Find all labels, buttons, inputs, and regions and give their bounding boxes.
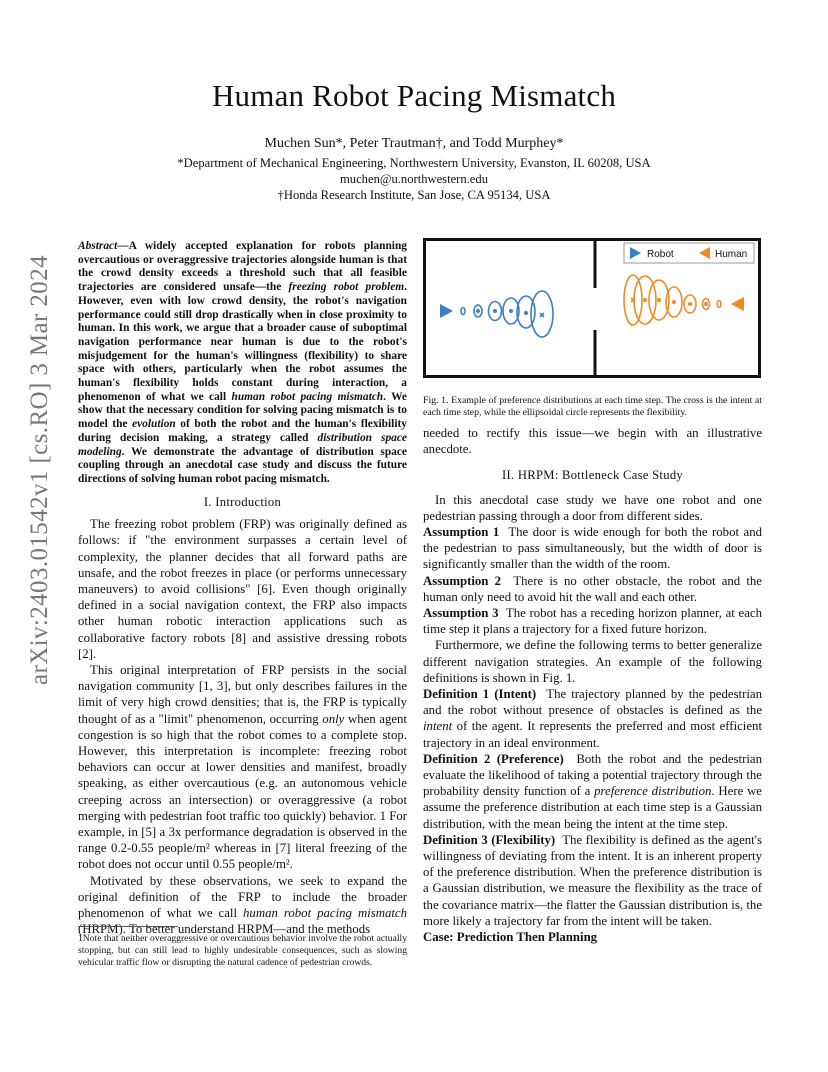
definitions-intro: Furthermore, we define the following terms to better generalize different navigation strategies. An example of the following definitions is shown in Fig. 1.: [423, 638, 762, 685]
assumption-label: Assumption 2: [423, 573, 501, 588]
definition-label: Definition 2 (Preference): [423, 751, 564, 766]
intro-continuation: needed to rectify this issue—we begin with an illustrative anecdote.: [423, 426, 762, 457]
definition-label: Definition 3 (Flexibility): [423, 832, 556, 847]
definition-emphasis: preference distribution: [594, 784, 712, 799]
definition-2: [423, 751, 762, 832]
abstract-text: —A widely accepted explanation for robots planning overcautious or overaggressive trajectories alongside human is that the crowd density exceeds a threshold such that all feasible trajectories are considered unsafe—the: [78, 240, 407, 294]
case-heading: [423, 929, 762, 945]
assumption-1: [423, 524, 762, 573]
intro-text: when agent congestion is so high that the robot comes to a complete stop. However, this interpretation is incomplete: freezing robot behaviors can occur at lower densities and manifest, broadly speaking, as either overcautious (e.g. an autonomous vehicle creeping across an intersection) or overaggressive (a robot merging with pedestrian foot traffic too quickly) behavior. 1 For example, in [5] a 3x performance degradation is observed in the range 0.2-0.55 people/m² whereas in [7] literal freezing of the robot does not occur until 0.55 people/m².: [78, 711, 407, 872]
human-intent: [658, 299, 660, 301]
human-intent: [673, 301, 675, 303]
case-study-intro: In this anecdotal case study we have one robot and one pedestrian passing through a door from different sides.: [423, 492, 762, 523]
assumption-label: Assumption 3: [423, 606, 499, 621]
affiliation-honda: †Honda Research Institute, San Jose, CA 95134, USA: [277, 188, 551, 202]
abstract-text: . However, even with low crowd density, the robot's navigation performance could still drop drastically when in close proximity to human. In this work, we argue that a broader cause of suboptimal navigation performance near human is due to the robot's misjudgement for the human's willingness (flexibility) to share space with others, particularly when the robot assumes the human's flexibility holds constant during interaction, a phenomenon of what we call: [78, 281, 407, 403]
intro-paragraph-1: The freezing robot problem (FRP) was originally defined as follows: if "the environment surpasses a certain level of complexity, the planner decides that all forward paths are unsafe, and the robot freezes in place (or performs unnecessary maneuvers) to avoid collisions" [6]. Even though originally defined in a social navigation context, the FRP also impacts other human robotic interaction applications such as collaborative factory robots [8] and assistive dressing robots [2].: [78, 517, 407, 661]
author-email: muchen@u.northwestern.edu: [340, 172, 488, 186]
robot-intent: [494, 310, 496, 312]
figure-caption: Fig. 1. Example of preference distributions at each time step. The cross is the intent at each time step, while the ellipsoidal circle represents the flexibility.: [423, 395, 762, 418]
case-label: Case: Prediction Then Planning: [423, 930, 598, 945]
abstract-text: . We demonstrate the advantage of distribution space coupling through an anecdotal case study and discuss the future directions of solving human robot pacing mismatch.: [78, 445, 407, 485]
definition-3: [423, 832, 762, 929]
robot-intent: [525, 312, 527, 314]
figure-1: [423, 238, 761, 378]
abstract-label: Abstract: [78, 240, 118, 252]
robot-intent: [477, 310, 479, 312]
definition-text: The trajectory planned by the pedestrian and the robot without presence of obstacles is defined as the: [423, 687, 762, 718]
arxiv-identifier: arXiv:2403.01542v1 [cs.RO] 3 Mar 2024: [26, 254, 53, 686]
section-heading-introduction: I. Introduction: [203, 495, 282, 509]
legend-human: Human: [715, 249, 748, 260]
abstract: [78, 240, 407, 487]
human-intent: [689, 303, 691, 305]
definition-text: . Here we assume the preference distribution at each time step is a Gaussian distribution, with the mean being the intent at the time step.: [423, 784, 762, 831]
intro-paragraph-2: [78, 662, 407, 873]
intro-emphasis: only: [322, 711, 345, 726]
footnote: 1Note that neither overaggressive or overcautious behavior involve the robot actually stopping, but can still lead to highly undesirable consequences, such as slowing vehicular traffic flow or disrupting the natural cadence of pedestrian crowds.: [78, 933, 407, 968]
affiliation-northwestern: *Department of Mechanical Engineering, Northwestern University, Evanston, IL 60208, USA: [177, 156, 651, 170]
introduction-section: [78, 494, 407, 937]
definition-text: The flexibility is defined as the agent's willingness of deviating from the intent. It is an inherent property of the preference distribution. When the preference distribution is a Gaussian distribution, we measure the flexibility as the trace of the covariance matrix—the flatter the Gaussian distribution is, the more likely a trajectory far from the intent will be taken.: [423, 832, 762, 928]
human-intent: [705, 303, 707, 305]
intro-paragraph-3: [78, 873, 407, 938]
assumption-label: Assumption 1: [423, 525, 500, 540]
abstract-emphasis: human robot pacing mismatch: [231, 390, 384, 403]
abstract-emphasis: freezing robot problem: [288, 281, 405, 294]
definition-text: of the agent. It represents the preferred and most efficient trajectory in an ideal environment.: [423, 719, 762, 750]
definition-1: [423, 686, 762, 751]
authors: Muchen Sun*, Peter Trautman†, and Todd Murphey*: [264, 136, 564, 151]
assumption-2: [423, 573, 762, 605]
abstract-emphasis: evolution: [132, 418, 176, 431]
assumption-3: [423, 605, 762, 637]
intro-text: (HRPM). To better understand HRPM—and the methods: [78, 922, 371, 937]
section-heading-case-study: II. HRPM: Bottleneck Case Study: [501, 468, 684, 483]
legend-robot: Robot: [647, 249, 674, 260]
intro-text: This original interpretation of FRP persists in the social navigation community [1, 3], but only describes failures in the limit of very high crowd densities; that is, the FRP is typically thought of as a "limit" phenomenon, occurring: [78, 663, 407, 726]
footnote-rule: [78, 926, 178, 927]
paper-title: Human Robot Pacing Mismatch: [211, 78, 617, 113]
abstract-text: . We show that the necessary condition for solving pacing mismatch is to model the: [78, 390, 407, 431]
definition-text: Both the robot and the pedestrian evaluate the likelihood of taking a potential trajectory through the probability density function of a: [423, 751, 762, 799]
intro-text: Motivated by these observations, we seek to expand the original definition of the FRP to include the broader phenomenon of what we call: [78, 873, 407, 921]
intro-emphasis: human robot pacing mismatch: [243, 906, 407, 921]
abstract-text: of both the robot and the human's flexibility during decision making, a strategy called: [78, 418, 407, 444]
assumption-text: The robot has a receding horizon planner, at each time step it plans a trajectory for a fixed future horizon.: [423, 606, 762, 637]
definition-emphasis: intent: [423, 719, 453, 734]
abstract-emphasis: distribution space modeling: [78, 431, 407, 458]
assumption-text: The door is wide enough for both the robot and the pedestrian to pass simultaneously, but the width of door is significantly smaller than the width of the room.: [423, 525, 762, 572]
robot-intent: [510, 310, 512, 312]
definition-label: Definition 1 (Intent): [423, 687, 537, 702]
assumption-text: There is no other obstacle, the robot and the human only need to avoid hit the wall and each other.: [423, 573, 762, 604]
human-intent: [644, 299, 646, 301]
right-column: [423, 425, 762, 945]
